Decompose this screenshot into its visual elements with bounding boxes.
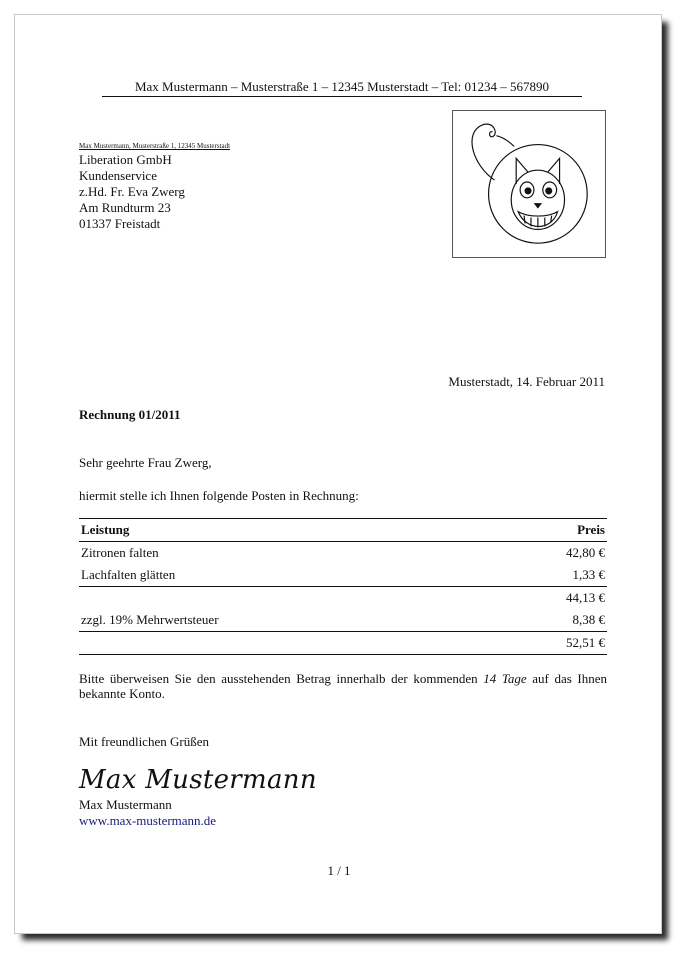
- recipient-line: Liberation GmbH: [79, 152, 172, 167]
- payment-instruction: [79, 671, 607, 701]
- total-value: 52,51 €: [566, 635, 605, 650]
- handwritten-signature: Max Mustermann: [79, 765, 317, 795]
- sender-header: Max Mustermann – Musterstraße 1 – 12345 Musterstadt – Tel: 01234 – 567890: [102, 79, 582, 97]
- letter-date: Musterstadt, 14. Februar 2011: [448, 374, 605, 389]
- letter-page: [14, 14, 662, 934]
- table-row: [79, 564, 607, 587]
- signer-name: Max Mustermann: [79, 797, 172, 812]
- intro-text: hiermit stelle ich Ihnen folgende Posten in Rechnung:: [79, 488, 359, 503]
- table-row: [79, 542, 607, 565]
- payment-text: Bitte überweisen Sie den ausstehenden Betrag innerhalb der kommenden: [79, 671, 484, 686]
- column-header-price: Preis: [577, 522, 605, 537]
- recipient-line: z.Hd. Fr. Eva Zwerg: [79, 184, 185, 199]
- invoice-table: [79, 518, 607, 655]
- subtotal-label: [79, 587, 484, 610]
- item-price: 42,80 €: [566, 545, 605, 560]
- subtotal-value: 44,13 €: [566, 590, 605, 605]
- recipient-line: Am Rundturm 23: [79, 200, 171, 215]
- recipient-address: [79, 152, 185, 232]
- total-row: [79, 632, 607, 655]
- item-price: 1,33 €: [572, 567, 605, 582]
- salutation: Sehr geehrte Frau Zwerg,: [79, 455, 212, 470]
- recipient-line: Kundenservice: [79, 168, 157, 183]
- return-address: Max Mustermann, Musterstraße 1, 12345 Musterstadt: [79, 142, 231, 150]
- tax-row: [79, 609, 607, 632]
- logo-box: [452, 110, 606, 258]
- item-name: Zitronen falten: [81, 545, 159, 560]
- cat-face-icon: [453, 111, 605, 257]
- payment-text-end: auf das Ihnen bekannte Konto.: [79, 671, 608, 701]
- total-label: [79, 632, 484, 655]
- table-header-row: [79, 519, 607, 542]
- letter-subject: Rechnung 01/2011: [79, 407, 181, 422]
- page-number: 1 / 1: [327, 863, 351, 878]
- item-name: Lachfalten glätten: [81, 567, 176, 582]
- tax-label: zzgl. 19% Mehrwertsteuer: [81, 612, 219, 627]
- closing-phrase: Mit freundlichen Grüßen: [79, 734, 209, 749]
- tax-value: 8,38 €: [572, 612, 605, 627]
- subtotal-row: [79, 587, 607, 610]
- payment-deadline: 14 Tage: [483, 671, 527, 686]
- column-header-item: Leistung: [81, 522, 130, 537]
- recipient-line: 01337 Freistadt: [79, 216, 161, 231]
- website-link[interactable]: www.max-mustermann.de: [79, 813, 217, 828]
